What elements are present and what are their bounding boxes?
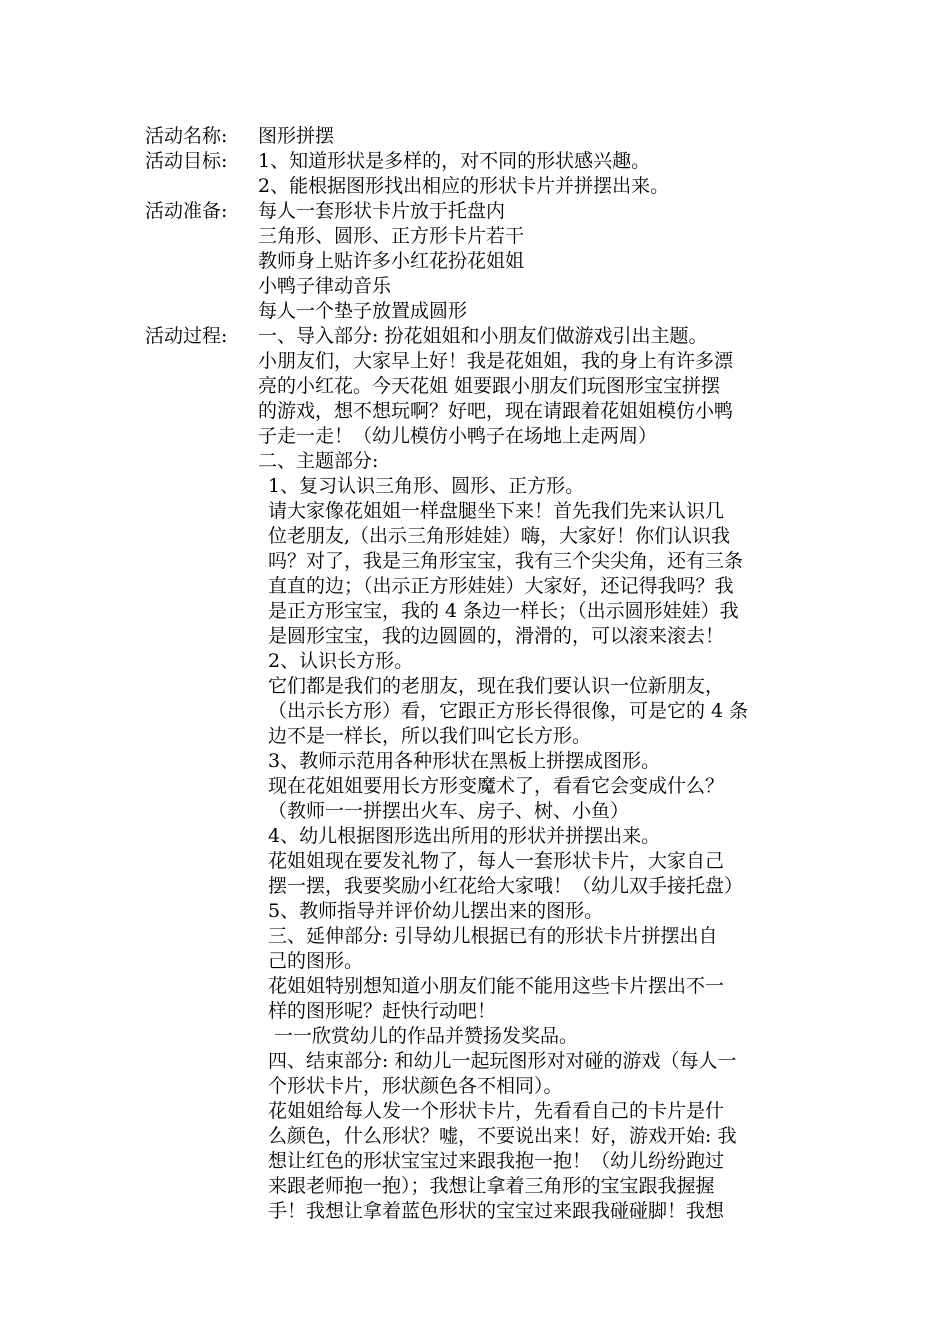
process-line: 小朋友们，大家早上好！我是花姐姐，我的身上有许多漂 <box>258 350 734 372</box>
process-line: 吗？对了，我是三角形宝宝，我有三个尖尖角，还有三条 <box>268 550 744 572</box>
goal-line: 2、能根据图形找出相应的形状卡片并拼摆出来。 <box>258 175 670 197</box>
prep-line: 教师身上贴许多小红花扮花姐姐 <box>258 250 525 272</box>
process-line: 花姐姐给每人发一个形状卡片，先看看自己的卡片是什 <box>268 1100 725 1122</box>
prep-line: 三角形、圆形、正方形卡片若干 <box>258 225 525 247</box>
process-line: 是圆形宝宝，我的边圆圆的，滑滑的，可以滚来滚去！ <box>268 625 725 647</box>
process-line: 2、认识长方形。 <box>268 650 414 672</box>
process-line: 手！我想让拿着蓝色形状的宝宝过来跟我碰碰脚！我想 <box>268 1200 725 1222</box>
process-line: 5、教师指导并评价幼儿摆出来的图形。 <box>268 900 604 922</box>
label-activity-goal: 活动目标: <box>145 150 228 172</box>
process-line: 边不是一样长，所以我们叫它长方形。 <box>268 725 592 747</box>
process-line: 摆一摆，我要奖励小红花给大家哦！（幼儿双手接托盘） <box>268 875 744 897</box>
process-line: 花姐姐现在要发礼物了，每人一套形状卡片，大家自己 <box>268 850 725 872</box>
process-line: 是正方形宝宝，我的 4 条边一样长；（出示圆形娃娃）我 <box>268 600 739 622</box>
process-line: 样的图形呢？赶快行动吧！ <box>268 1000 497 1022</box>
process-line: 么颜色，什么形状？嘘，不要说出来！好，游戏开始: 我 <box>268 1125 737 1147</box>
process-line: 三、延伸部分: 引导幼儿根据已有的形状卡片拼摆出自 <box>268 925 718 947</box>
label-activity-name: 活动名称: <box>145 125 228 147</box>
process-line: 来跟老师抱一抱）；我想让拿着三角形的宝宝跟我握握 <box>268 1175 715 1197</box>
process-line: 子走一走！（幼儿模仿小鸭子在场地上走两周） <box>258 425 658 447</box>
process-line: （出示长方形）看，它跟正方形长得很像，可是它的 4 条 <box>268 700 749 722</box>
process-line: 现在花姐姐要用长方形变魔术了，看看它会变成什么？ <box>268 775 725 797</box>
process-line: 四、结束部分: 和幼儿一起玩图形对对碰的游戏（每人一 <box>268 1050 737 1072</box>
process-line: 的游戏，想不想玩啊？好吧，现在请跟着花姐姐模仿小鸭 <box>258 400 734 422</box>
process-line: 花姐姐特别想知道小朋友们能不能用这些卡片摆出不一 <box>268 975 725 997</box>
process-line: 己的图形。 <box>268 950 364 972</box>
label-activity-prep: 活动准备: <box>145 200 228 222</box>
prep-line: 小鸭子律动音乐 <box>258 275 392 297</box>
goal-line: 1、知道形状是多样的，对不同的形状感兴趣。 <box>258 150 651 172</box>
process-line: 位老朋友,（出示三角形娃娃）嗨，大家好！你们认识我 <box>268 525 731 547</box>
process-line: 4、幼儿根据图形选出所用的形状并拼摆出来。 <box>268 825 661 847</box>
process-line: 一、导入部分: 扮花姐姐和小朋友们做游戏引出主题。 <box>258 325 708 347</box>
process-line: 请大家像花姐姐一样盘腿坐下来！首先我们先来认识几 <box>268 500 725 522</box>
process-line: 亮的小红花。今天花姐 姐要跟小朋友们玩图形宝宝拼摆 <box>258 375 721 397</box>
process-line: 3、教师示范用各种形状在黑板上拼摆成图形。 <box>268 750 661 772</box>
process-line: 一一欣赏幼儿的作品并赞扬发奖品。 <box>268 1025 579 1047</box>
prep-line: 每人一套形状卡片放于托盘内 <box>258 200 506 222</box>
process-line: 直直的边；（出示正方形娃娃）大家好，还记得我吗？我 <box>268 575 734 597</box>
process-line: （教师一一拼摆出火车、房子、树、小鱼） <box>268 800 630 822</box>
prep-line: 每人一个垫子放置成圆形 <box>258 300 468 322</box>
process-line: 二、主题部分: <box>258 450 379 472</box>
activity-title: 图形拼摆 <box>258 125 335 147</box>
process-line: 它们都是我们的老朋友，现在我们要认识一位新朋友， <box>268 675 725 697</box>
process-line: 想让红色的形状宝宝过来跟我抱一抱！（幼儿纷纷跑过 <box>268 1150 725 1172</box>
process-line: 个形状卡片，形状颜色各不相同）。 <box>268 1075 563 1097</box>
process-line: 1、复习认识三角形、圆形、正方形。 <box>268 475 585 497</box>
label-activity-process: 活动过程: <box>145 325 228 347</box>
